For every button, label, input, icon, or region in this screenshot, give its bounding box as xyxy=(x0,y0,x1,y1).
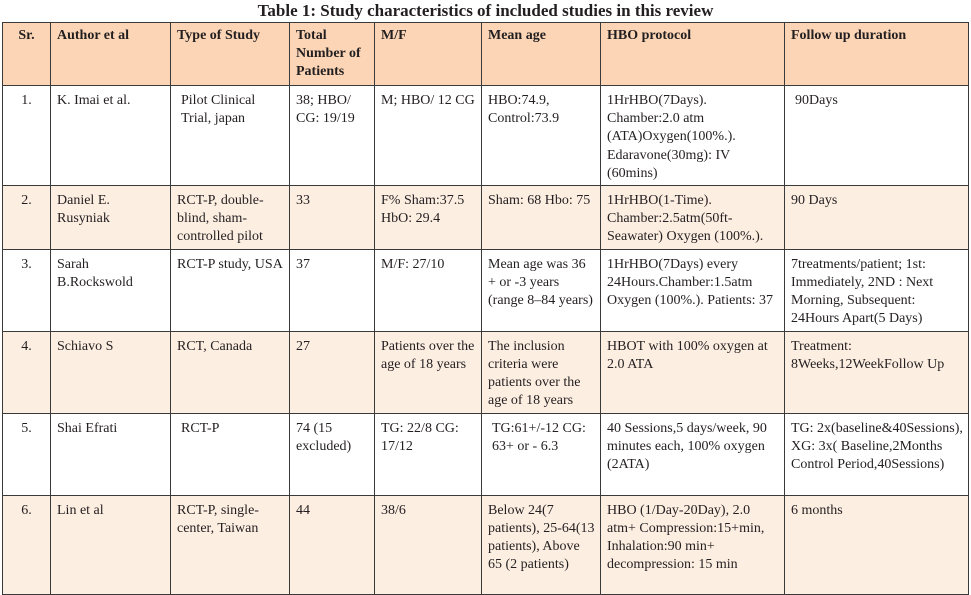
cell-followup: Treatment: 8Weeks,12WeekFollow Up xyxy=(785,331,969,413)
cell-mf: M; HBO/ 12 CG xyxy=(375,86,482,186)
table-row xyxy=(3,86,969,186)
header-total: Total Number of Patients xyxy=(290,23,375,86)
cell-type: RCT, Canada xyxy=(171,331,290,413)
table-title: Table 1: Study characteristics of included studies in this review xyxy=(257,1,714,20)
cell-protocol: 1HrHBO(7Days) every 24Hours.Chamber:1.5atm Oxygen (100%.). Patients: 37 xyxy=(601,249,785,331)
header-row xyxy=(3,23,969,86)
table-row xyxy=(3,186,969,250)
cell-mf: TG: 22/8 CG: 17/12 xyxy=(375,413,482,495)
cell-author: Schiavo S xyxy=(51,331,171,413)
cell-sr: 6. xyxy=(3,495,51,594)
cell-sr: 2. xyxy=(3,186,51,250)
cell-sr: 3. xyxy=(3,249,51,331)
cell-sr: 1. xyxy=(3,86,51,186)
cell-mf: 38/6 xyxy=(375,495,482,594)
cell-protocol: 40 Sessions,5 days/week, 90 minutes each, 100% oxygen (2ATA) xyxy=(601,413,785,495)
header-author: Author et al xyxy=(51,23,171,86)
cell-total: 74 (15 excluded) xyxy=(290,413,375,495)
cell-age: Mean age was 36 + or -3 years (range 8–84 years) xyxy=(482,249,601,331)
table-row xyxy=(3,495,969,594)
cell-protocol: 1HrHBO(1-Time). Chamber:2.5atm(50ft-Seawater) Oxygen (100%.). xyxy=(601,186,785,250)
cell-followup: 90Days xyxy=(785,86,969,186)
cell-age: Below 24(7 patients), 25-64(13 patients), Above 65 (2 patients) xyxy=(482,495,601,594)
cell-followup: 7treatments/patient; 1st: Immediately, 2ND : Next Morning, Subsequent: 24Hours Apart(5 Days) xyxy=(785,249,969,331)
cell-total: 33 xyxy=(290,186,375,250)
study-characteristics-table xyxy=(2,22,969,595)
header-sr: Sr. xyxy=(3,23,51,86)
cell-author: Daniel E. Rusyniak xyxy=(51,186,171,250)
cell-sr: 4. xyxy=(3,331,51,413)
header-type: Type of Study xyxy=(171,23,290,86)
table-row xyxy=(3,331,969,413)
cell-mf: M/F: 27/10 xyxy=(375,249,482,331)
cell-followup: 6 months xyxy=(785,495,969,594)
cell-total: 37 xyxy=(290,249,375,331)
table-row xyxy=(3,249,969,331)
cell-sr: 5. xyxy=(3,413,51,495)
cell-author: K. Imai et al. xyxy=(51,86,171,186)
cell-followup: TG: 2x(baseline&40Sessions), XG: 3x( Baseline,2Months Control Period,40Sessions) xyxy=(785,413,969,495)
cell-author: Sarah B.Rockswold xyxy=(51,249,171,331)
cell-age: Sham: 68 Hbo: 75 xyxy=(482,186,601,250)
header-followup: Follow up duration xyxy=(785,23,969,86)
cell-mf: Patients over the age of 18 years xyxy=(375,331,482,413)
cell-type: RCT-P xyxy=(171,413,290,495)
cell-total: 38; HBO/ CG: 19/19 xyxy=(290,86,375,186)
cell-author: Shai Efrati xyxy=(51,413,171,495)
cell-age: TG:61+/-12 CG: 63+ or - 6.3 xyxy=(482,413,601,495)
cell-total: 27 xyxy=(290,331,375,413)
cell-protocol: 1HrHBO(7Days). Chamber:2.0 atm (ATA)Oxygen(100%.). Edaravone(30mg): IV (60mins) xyxy=(601,86,785,186)
cell-type: RCT-P, double-blind, sham-controlled pilot xyxy=(171,186,290,250)
cell-total: 44 xyxy=(290,495,375,594)
cell-age: The inclusion criteria were patients over the age of 18 years xyxy=(482,331,601,413)
cell-mf: F% Sham:37.5 HbO: 29.4 xyxy=(375,186,482,250)
cell-author: Lin et al xyxy=(51,495,171,594)
cell-protocol: HBOT with 100% oxygen at 2.0 ATA xyxy=(601,331,785,413)
cell-age: HBO:74.9, Control:73.9 xyxy=(482,86,601,186)
cell-protocol: HBO (1/Day-20Day), 2.0 atm+ Compression:15+min, Inhalation:90 min+ decompression: 15 min xyxy=(601,495,785,594)
cell-type: RCT-P study, USA xyxy=(171,249,290,331)
header-age: Mean age xyxy=(482,23,601,86)
cell-type: RCT-P, single-center, Taiwan xyxy=(171,495,290,594)
header-mf: M/F xyxy=(375,23,482,86)
cell-type: Pilot Clinical Trial, japan xyxy=(171,86,290,186)
table-row xyxy=(3,413,969,495)
header-protocol: HBO protocol xyxy=(601,23,785,86)
cell-followup: 90 Days xyxy=(785,186,969,250)
